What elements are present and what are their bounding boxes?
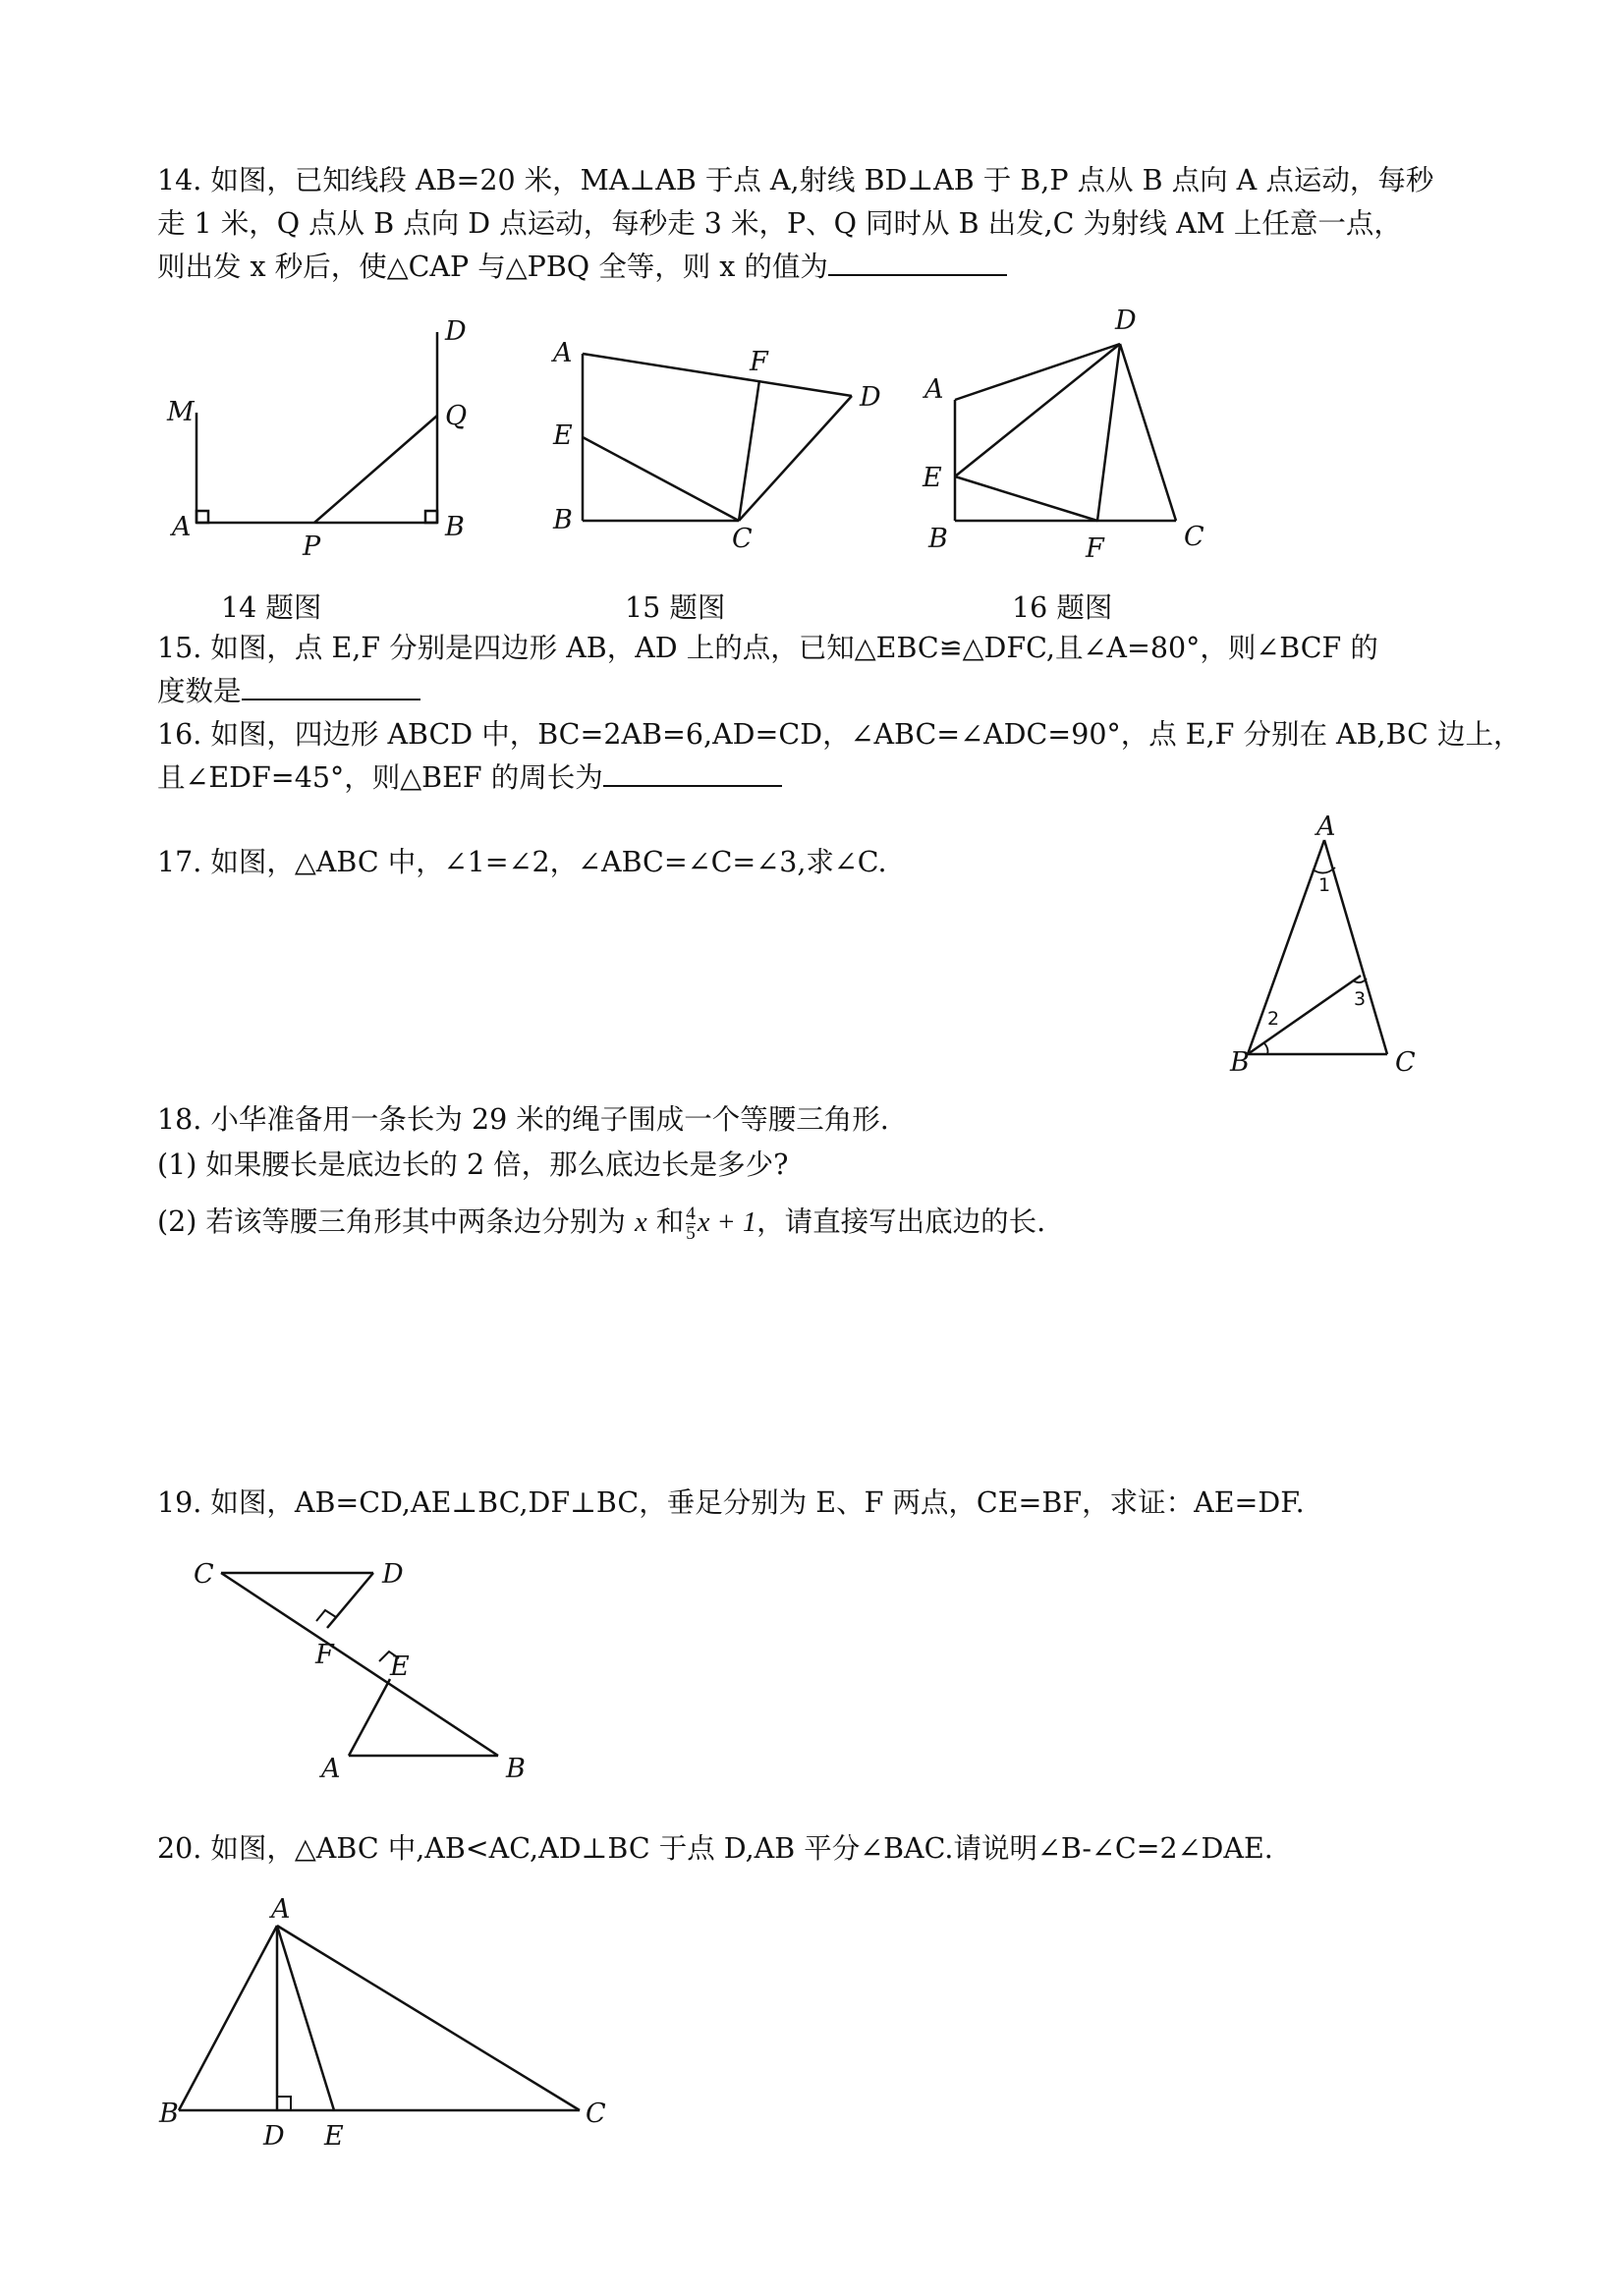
figure-17 [1218,811,1434,1076]
label-D: D [445,316,467,347]
q16-line1: 16. 如图，四边形 ABCD 中，BC=2AB=6,AD=CD，∠ABC=∠ADC=90°，点 E,F 分别在 AB,BC 边上， [157,718,1522,751]
q18-line3 [157,1201,1045,1245]
label-A: A [553,338,573,368]
label-F: F [315,1640,334,1670]
label-B: B [159,2099,179,2129]
q18-fraction [686,1204,696,1243]
q14-line3-text: 则出发 x 秒后，使△CAP 与△PBQ 全等，则 x 的值为 [157,251,828,283]
q14-answer-blank[interactable] [828,247,1007,276]
label-B: B [1230,1047,1250,1078]
caption-16: 16 题图 [1012,591,1113,624]
q20-text: 20. 如图，△ABC 中,AB<AC,AD⊥BC 于点 D,AB 平分∠BAC.请说明∠B-∠C=2∠DAE. [157,1832,1273,1865]
q18-line3-and: 和 [655,1205,685,1238]
label-D: D [263,2121,285,2152]
q15-line1: 15. 如图，点 E,F 分别是四边形 AB，AD 上的点，已知△EBC≌△DFC,且∠A=80°，则∠BCF 的 [157,632,1378,664]
angle-3-label: 3 [1354,988,1367,1010]
figure-14 [157,314,481,570]
label-F: F [1086,533,1104,564]
q16-line2 [157,756,782,800]
label-D: D [860,382,881,413]
label-A: A [271,1894,291,1925]
label-F: F [750,347,768,377]
q19-text: 19. 如图，AB=CD,AE⊥BC,DF⊥BC，垂足分别为 E、F 两点，CE=BF，求证：AE=DF. [157,1486,1305,1519]
label-B: B [553,505,573,535]
label-A: A [924,374,944,405]
label-C: C [1184,522,1204,552]
figure-16 [909,300,1233,565]
label-E: E [390,1652,410,1682]
label-C: C [732,524,753,554]
label-D: D [1115,306,1137,336]
q18-line1: 18. 小华准备用一条长为 29 米的绳子围成一个等腰三角形. [157,1103,889,1136]
label-M: M [167,397,195,427]
q18-line3-end: ，请直接写出底边的长. [756,1205,1046,1238]
fraction-numerator: 4 [686,1204,696,1224]
label-E: E [923,463,942,493]
label-B: B [928,524,948,554]
caption-14: 14 题图 [221,591,322,624]
angle-1-label: 1 [1318,874,1331,896]
caption-15: 15 题图 [625,591,726,624]
figure-20 [147,1886,619,2152]
label-D: D [382,1559,404,1590]
label-C: C [194,1559,214,1590]
label-B: B [506,1754,526,1784]
label-C: C [586,2099,606,2129]
label-A: A [172,512,192,542]
figure-19 [182,1547,545,1788]
q15-answer-blank[interactable] [242,671,420,700]
q18-line3-start: (2) 若该等腰三角形其中两条边分别为 [157,1205,626,1238]
q18-math-expr: x + 1 [697,1207,757,1238]
label-A: A [1316,812,1336,842]
q14-line3 [157,246,1007,289]
q18-math-x: x [635,1207,647,1238]
label-Q: Q [445,401,468,431]
label-A: A [321,1754,341,1784]
fraction-denominator: 5 [686,1223,696,1244]
label-E: E [553,420,573,451]
q16-answer-blank[interactable] [603,757,782,787]
q16-line2-text: 且∠EDF=45°，则△BEF 的周长为 [157,761,603,794]
q18-line2: (1) 如果腰长是底边长的 2 倍，那么底边长是多少? [157,1148,789,1181]
angle-2-label: 2 [1267,1008,1280,1030]
label-C: C [1395,1047,1416,1078]
figure-15 [545,329,899,555]
q15-line2-text: 度数是 [157,675,242,707]
q17-text: 17. 如图，△ABC 中，∠1=∠2，∠ABC=∠C=∠3,求∠C. [157,846,887,878]
q14-line1: 14. 如图，已知线段 AB=20 米，MA⊥AB 于点 A,射线 BD⊥AB 于 B,P 点从 B 点向 A 点运动，每秒 [157,164,1434,196]
label-P: P [303,532,321,562]
q14-line2: 走 1 米，Q 点从 B 点向 D 点运动，每秒走 3 米，P、Q 同时从 B 出发,C 为射线 AM 上任意一点， [157,207,1402,240]
q15-line2 [157,670,420,713]
label-B: B [445,512,465,542]
label-E: E [324,2121,344,2152]
